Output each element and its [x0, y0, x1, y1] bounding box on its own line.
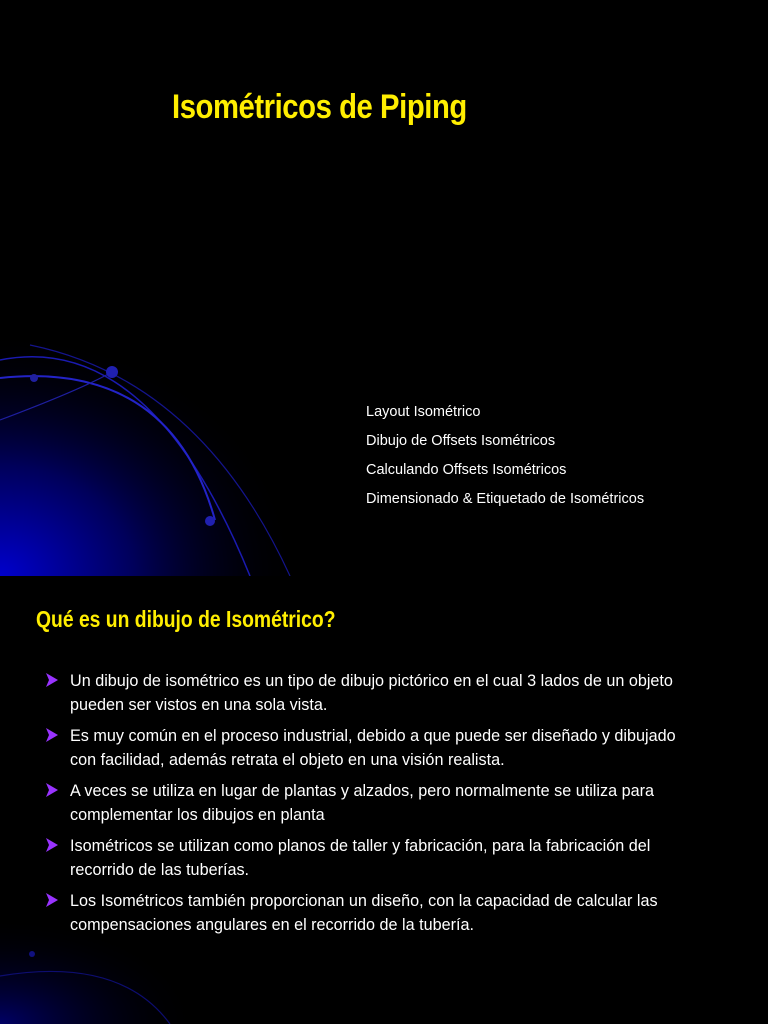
slide-title-text: Isométricos de Piping [172, 88, 467, 126]
topic-item: Calculando Offsets Isométricos [366, 462, 567, 478]
slide-heading: Qué es un dibujo de Isométrico? [36, 606, 336, 632]
bullet-item [44, 890, 704, 937]
arrow-bullet-icon [46, 728, 58, 742]
topic-item: Dibujo de Offsets Isométricos [366, 433, 556, 449]
bullet-item [44, 670, 704, 717]
bullet-text: Un dibujo de isométrico es un tipo de dibujo pictórico en el cual 3 lados de un objeto pueden ser vistos en una sola vista. [70, 672, 673, 714]
bullet-text: Los Isométricos también proporcionan un diseño, con la capacidad de calcular las compensaciones angulares en el recorrido de la tubería. [70, 892, 658, 934]
bullet-text: A veces se utiliza en lugar de plantas y alzados, pero normalmente se utiliza para complementar los dibujos en planta [70, 782, 654, 824]
topic-item: Layout Isométrico [366, 404, 481, 420]
bullet-item [44, 835, 704, 882]
arrow-bullet-icon [46, 838, 58, 852]
bullet-item [44, 725, 704, 772]
arrow-bullet-icon [46, 783, 58, 797]
arrow-bullet-icon [46, 673, 58, 687]
bullet-list [44, 670, 704, 945]
bullet-text: Es muy común en el proceso industrial, debido a que puede ser diseñado y dibujado con facilidad, además retrata el objeto en una visión realista. [70, 727, 676, 769]
topic-item: Dimensionado & Etiquetado de Isométricos [366, 491, 645, 507]
topic-list [366, 398, 644, 514]
bullet-text: Isométricos se utilizan como planos de taller y fabricación, para la fabricación del recorrido de las tuberías. [70, 837, 651, 879]
bullet-item [44, 780, 704, 827]
slide-definition [0, 576, 768, 1024]
arrow-bullet-icon [46, 893, 58, 907]
